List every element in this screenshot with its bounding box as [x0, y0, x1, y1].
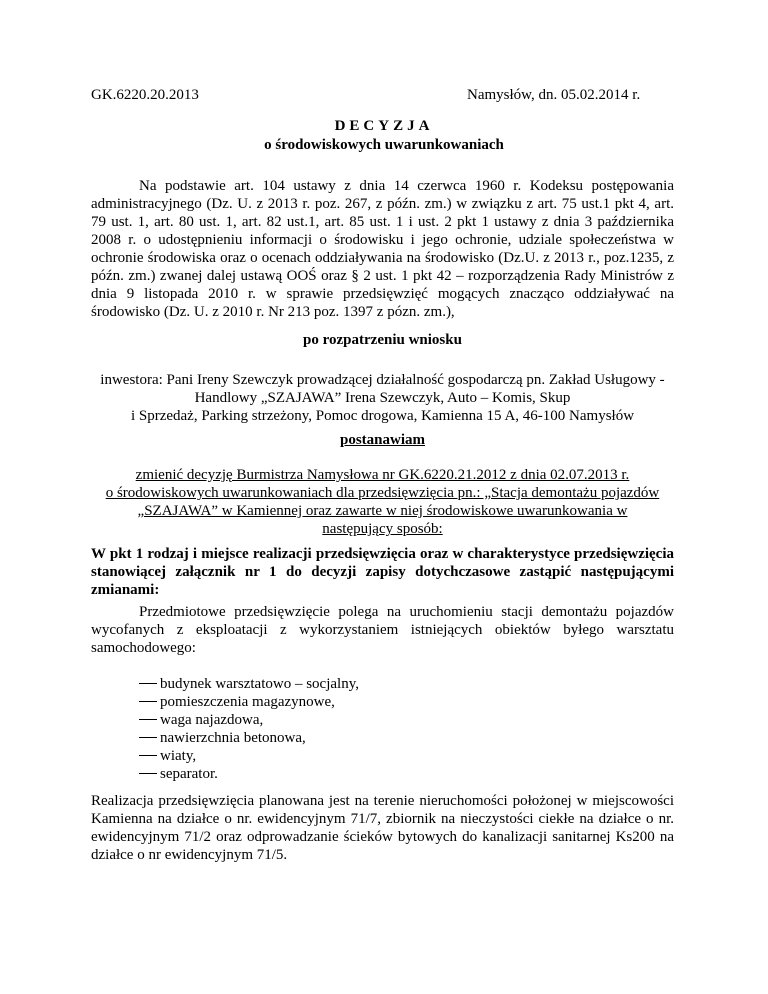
change-line: „SZAJAWA” w Kamiennej oraz zawarte w niej środowiskowe uwarunkowania w — [137, 503, 628, 519]
change-line: zmienić decyzję Burmistrza Namysłowa nr GK.6220.21.2012 z dnia 02.07.2013 r. — [135, 467, 630, 483]
list-item: wiaty, — [139, 747, 359, 765]
point-1-paragraph: W pkt 1 rodzaj i miejsce realizacji przedsięwzięcia oraz w charakterystyce przedsięwzięcia stanowiącej załącznik nr 1 do decyzji zapisy dotychczasowe zastąpić następującymi zmianami: — [91, 546, 674, 598]
investor-line: Handlowy „SZAJAWA” Irena Szewczyk, Auto – Komis, Skup — [194, 390, 571, 406]
list-item: separator. — [139, 765, 359, 783]
case-reference: GK.6220.20.2013 — [91, 87, 199, 103]
decision-heading: postanawiam — [339, 432, 425, 448]
list-item: waga najazdowa, — [139, 711, 359, 729]
dash-icon — [139, 683, 157, 684]
legal-basis-paragraph: Na podstawie art. 104 ustawy z dnia 14 czerwca 1960 r. Kodeksu postępowania administracyjnego (Dz. U. z 2013 r. poz. 267, z późn. zm.) w związku z art. 75 ust.1 pkt 4, art. 79 ust. 1, art. 80 ust. 1, art. 82 ust.1, art. 85 ust. 1 i ust. 2 pkt 1 ustawy z dnia 3 października 2008 r. o udostępnieniu informacji o środowisku i jego ochronie, udziale społeczeństwa w ochronie środowiska oraz o ocenach oddziaływania na środowisko (Dz.U. z 2013 r., poz.1235, z późn. zm.) zwanej dalej ustawą OOŚ oraz § 2 ust. 1 pkt 42 – rozporządzenia Rady Ministrów z dnia 9 listopada 2010 r. w sprawie przedsięwzięć mogących znacząco oddziaływać na środowisko (Dz. U. z 2010 r. Nr 213 poz. 1397 z pózn. zm.), — [91, 178, 674, 320]
dash-icon — [139, 719, 157, 720]
facility-list — [139, 675, 359, 783]
list-item: budynek warsztatowo – socjalny, — [139, 675, 359, 693]
dash-icon — [139, 773, 157, 774]
change-block — [91, 466, 674, 538]
list-item: nawierzchnia betonowa, — [139, 729, 359, 747]
document-subtitle: o środowiskowych uwarunkowaniach — [264, 137, 504, 153]
investor-block — [91, 371, 674, 425]
list-item: pomieszczenia magazynowe, — [139, 693, 359, 711]
dash-icon — [139, 737, 157, 738]
realization-paragraph: Realizacja przedsięwzięcia planowana jest na terenie nieruchomości położonej w miejscowości Kamienna na działce o nr. ewidencyjnym 71/7, zbiornik na nieczystości ciekłe na działce o nr. ewidencyjnym 71/2 oraz odprowadzanie ścieków bytowych do kanalizacji sanitarnej Ks200 na działce o nr ewidencyjnym 71/5. — [91, 793, 674, 863]
dash-icon — [139, 701, 157, 702]
dash-icon — [139, 755, 157, 756]
after-review-heading: po rozpatrzeniu wniosku — [303, 332, 462, 348]
change-line: następujący sposób: — [322, 521, 443, 537]
subject-paragraph: Przedmiotowe przedsięwzięcie polega na uruchomieniu stacji demontażu pojazdów wycofanych z eksploatacji z wykorzystaniem istniejących obiektów byłego warsztatu samochodowego: — [91, 604, 674, 656]
document-title: DECYZJA — [334, 118, 434, 134]
investor-line: i Sprzedaż, Parking strzeżony, Pomoc drogowa, Kamienna 15 A, 46-100 Namysłów — [130, 408, 635, 424]
place-and-date: Namysłów, dn. 05.02.2014 r. — [467, 87, 641, 103]
change-line: o środowiskowych uwarunkowaniach dla przedsięwzięcia pn.: „Stacja demontażu pojazdów — [105, 485, 660, 501]
investor-line: inwestora: Pani Ireny Szewczyk prowadzącej działalność gospodarczą pn. Zakład Usługowy - — [100, 372, 665, 388]
